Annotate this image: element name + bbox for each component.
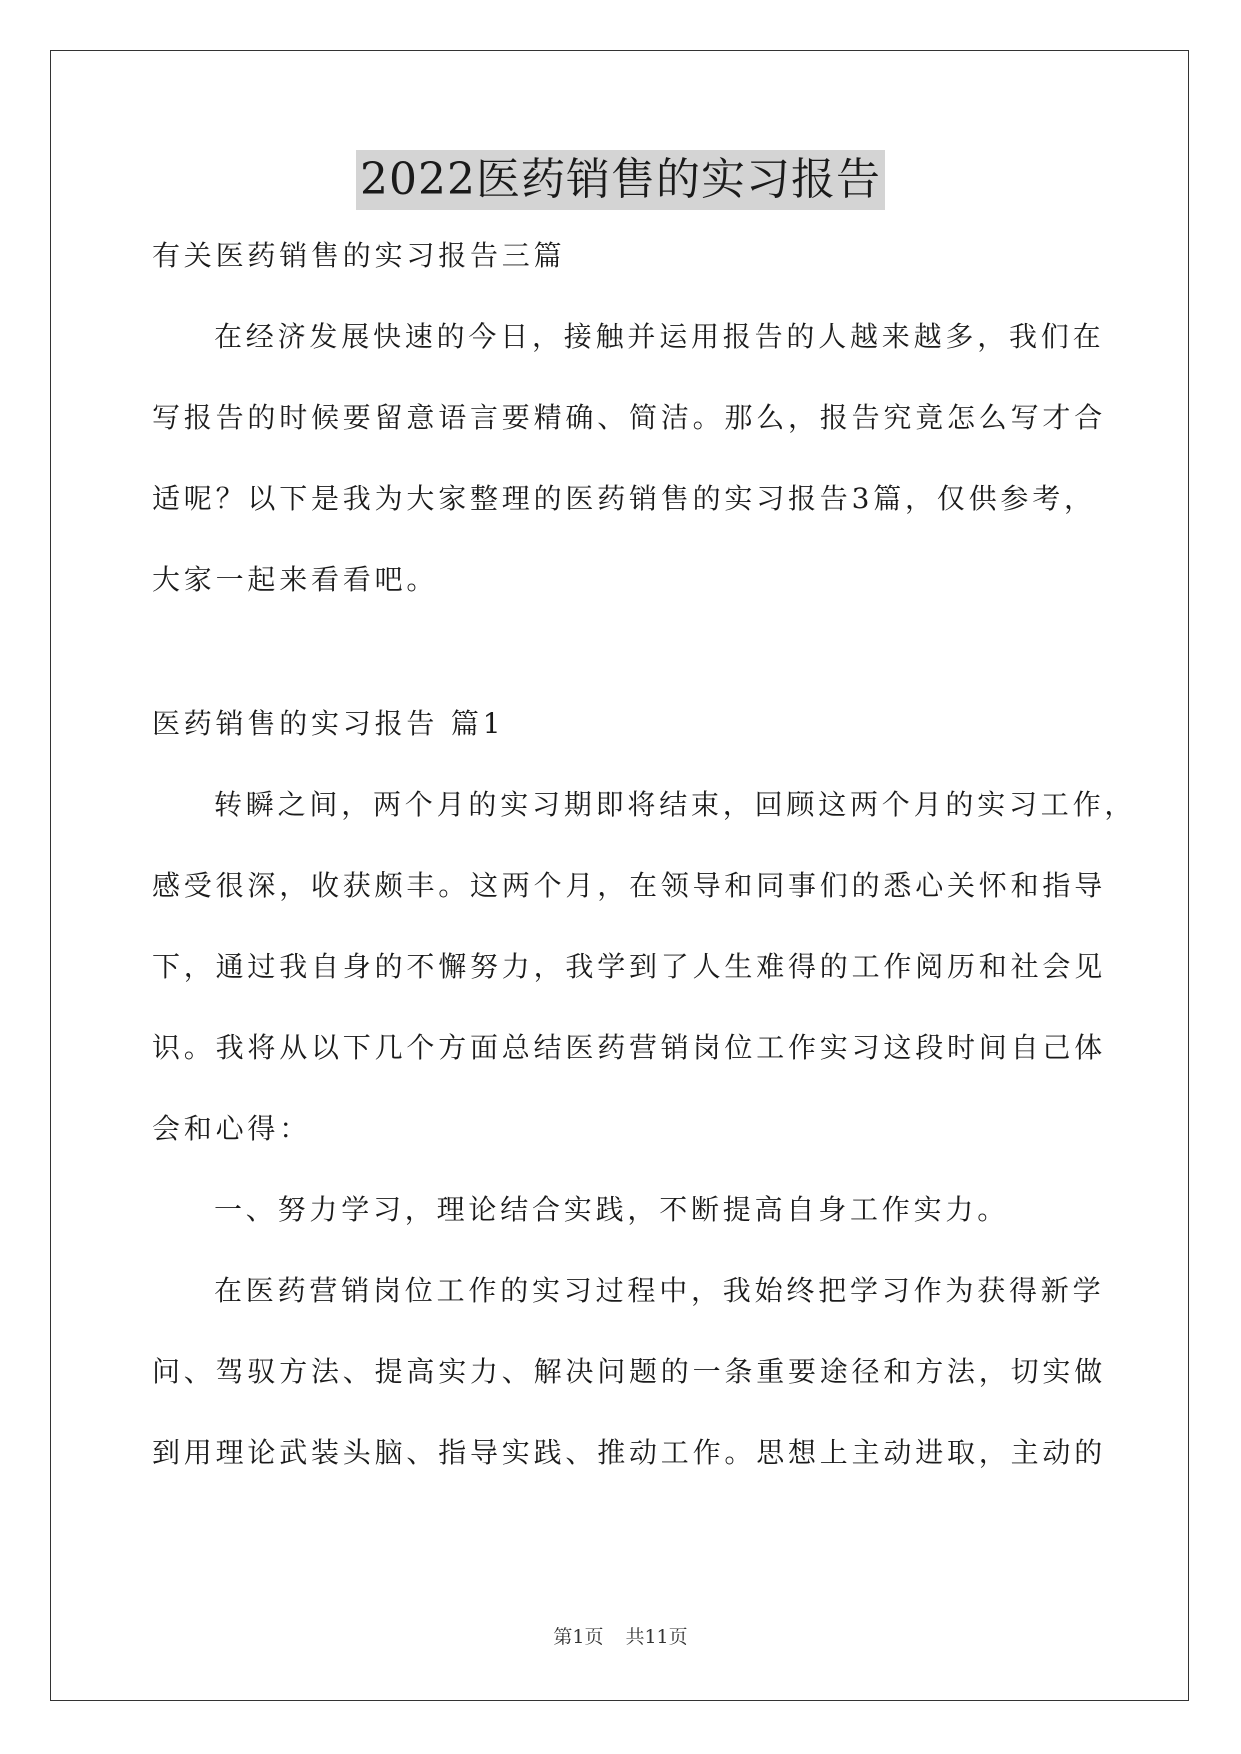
paragraph-intro-heading bbox=[152, 236, 1092, 317]
page-number: 第1页 bbox=[553, 1626, 604, 1648]
text-line: 下，通过我自身的不懈努力，我学到了人生难得的工作阅历和社会见 bbox=[152, 950, 1107, 983]
title-wrap bbox=[0, 150, 1241, 210]
paragraph-intro-body bbox=[152, 317, 1107, 641]
text-line: 在经济发展快速的今日，接触并运用报告的人越来越多，我们在 bbox=[214, 320, 1105, 353]
page-total: 共11页 bbox=[625, 1626, 688, 1648]
text-line: 识。我将从以下几个方面总结医药营销岗位工作实习这段时间自己体 bbox=[152, 1031, 1107, 1064]
text-line: 写报告的时候要留意语言要精确、简洁。那么，报告究竟怎么写才合 bbox=[152, 401, 1107, 434]
text-line: 医药销售的实习报告 篇1 bbox=[152, 707, 505, 740]
text-line: 在医药营销岗位工作的实习过程中，我始终把学习作为获得新学 bbox=[214, 1274, 1105, 1307]
text-line: 适呢？以下是我为大家整理的医药销售的实习报告3篇，仅供参考， bbox=[152, 482, 1096, 515]
text-line: 到用理论武装头脑、指导实践、推动工作。思想上主动进取，主动的 bbox=[152, 1436, 1107, 1469]
document-title: 2022医药销售的实习报告 bbox=[356, 150, 885, 210]
document-body bbox=[152, 236, 1137, 1514]
text-line: 大家一起来看看吧。 bbox=[152, 563, 439, 596]
text-line: 一、努力学习，理论结合实践，不断提高自身工作实力。 bbox=[214, 1193, 1010, 1226]
paragraph-section-point-1 bbox=[152, 1190, 1092, 1271]
page-footer bbox=[0, 1622, 1241, 1649]
text-line: 会和心得： bbox=[152, 1112, 312, 1145]
text-line: 感受很深，收获颇丰。这两个月，在领导和同事们的悉心关怀和指导 bbox=[152, 869, 1107, 902]
paragraph-gap bbox=[152, 641, 1092, 704]
paragraph-section-body-2 bbox=[152, 1271, 1107, 1514]
paragraph-section-body-1 bbox=[152, 785, 1137, 1190]
paragraph-section-heading bbox=[152, 704, 1092, 785]
text-line: 转瞬之间，两个月的实习期即将结束，回顾这两个月的实习工作， bbox=[214, 788, 1137, 821]
text-line: 有关医药销售的实习报告三篇 bbox=[152, 239, 566, 272]
text-line: 问、驾驭方法、提高实力、解决问题的一条重要途径和方法，切实做 bbox=[152, 1355, 1107, 1388]
